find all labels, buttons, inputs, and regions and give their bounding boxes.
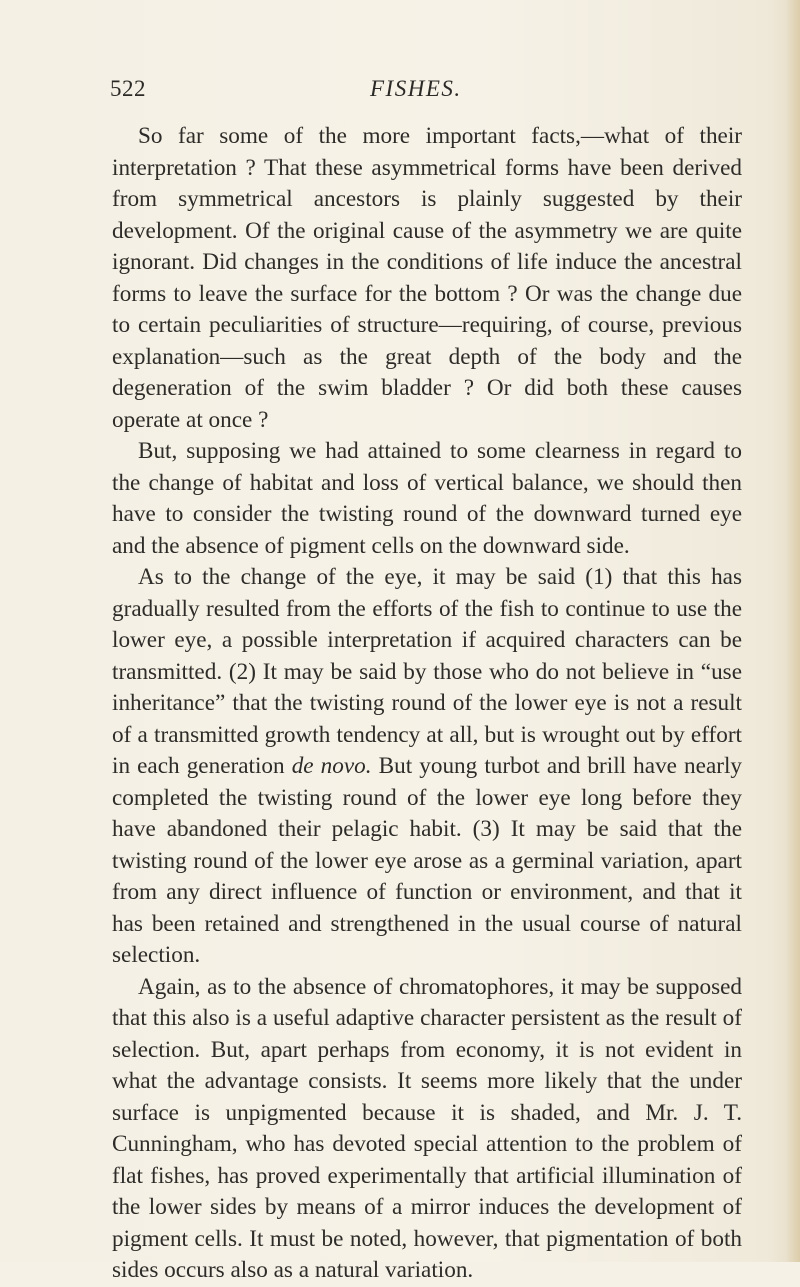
- italic-phrase: de novo.: [291, 753, 372, 779]
- paragraph-habitat: [112, 436, 742, 562]
- page-header: [110, 76, 730, 108]
- paragraph-text: But, supposing we had attained to some clearness in regard to the change of habitat and loss of vertical balance, we should then have to consider the twisting round of the downward turned eye and the absence of pigment cells on the downward side.: [112, 438, 742, 559]
- page-number: 522: [110, 76, 146, 101]
- paragraph-text: As to the change of the eye, it may be said (1) that this has gradually resulted from the efforts of the fish to continue to use the lower eye, a possible interpretation if acquired characters can be transmitted. (2) It may be said by those who do not believe in “use inheritance” that the twisting round of the lower eye is not a result of a transmitted growth tendency at all, but is wrought out by effort in each generation: [112, 564, 742, 779]
- paragraph-text: But young turbot and brill have nearly completed the twisting round of the lower eye long before they have abandoned their pelagic habit. (3) It may be said that the twisting round of the lower eye arose as a germinal variation, apart from any direct influence of function or environment, and that it has been retained and strengthened in the usual course of natural selection.: [112, 753, 742, 968]
- paragraph-interpretation: [112, 121, 742, 436]
- body-text: [112, 121, 742, 1287]
- running-title: FISHES.: [370, 76, 462, 101]
- paragraph-text: Again, as to the absence of chromatophores, it may be supposed that this also is a useful adaptive character persistent as the result of selection. But, apart perhaps from economy, it is not evident in what the advantage consists. It seems more likely that the under surface is unpigmented because it is shaded, and Mr. J. T. Cunningham, who has devoted special attention to the problem of flat fishes, has proved experimentally that artificial illumination of the lower sides by means of a mirror induces the development of pigment cells. It must be noted, however, that pigmentation of both sides occurs also as a natural variation.: [112, 973, 742, 1283]
- paragraph-eye-change: [112, 562, 742, 972]
- page-edge: [786, 0, 800, 1262]
- paragraph-chromatophores: [112, 972, 742, 1287]
- paragraph-text: So far some of the more important facts,—what of their interpretation ? That these asymmetrical forms have been derived from symmetrical ancestors is plainly suggested by their development. Of the original cause of the asymmetry we are quite ignorant. Did changes in the conditions of life induce the ancestral forms to leave the surface for the bottom ? Or was the change due to certain peculiarities of structure—requiring, of course, previous explanation—such as the great depth of the body and the degeneration of the swim bladder ? Or did both these causes operate at once ?: [112, 123, 742, 433]
